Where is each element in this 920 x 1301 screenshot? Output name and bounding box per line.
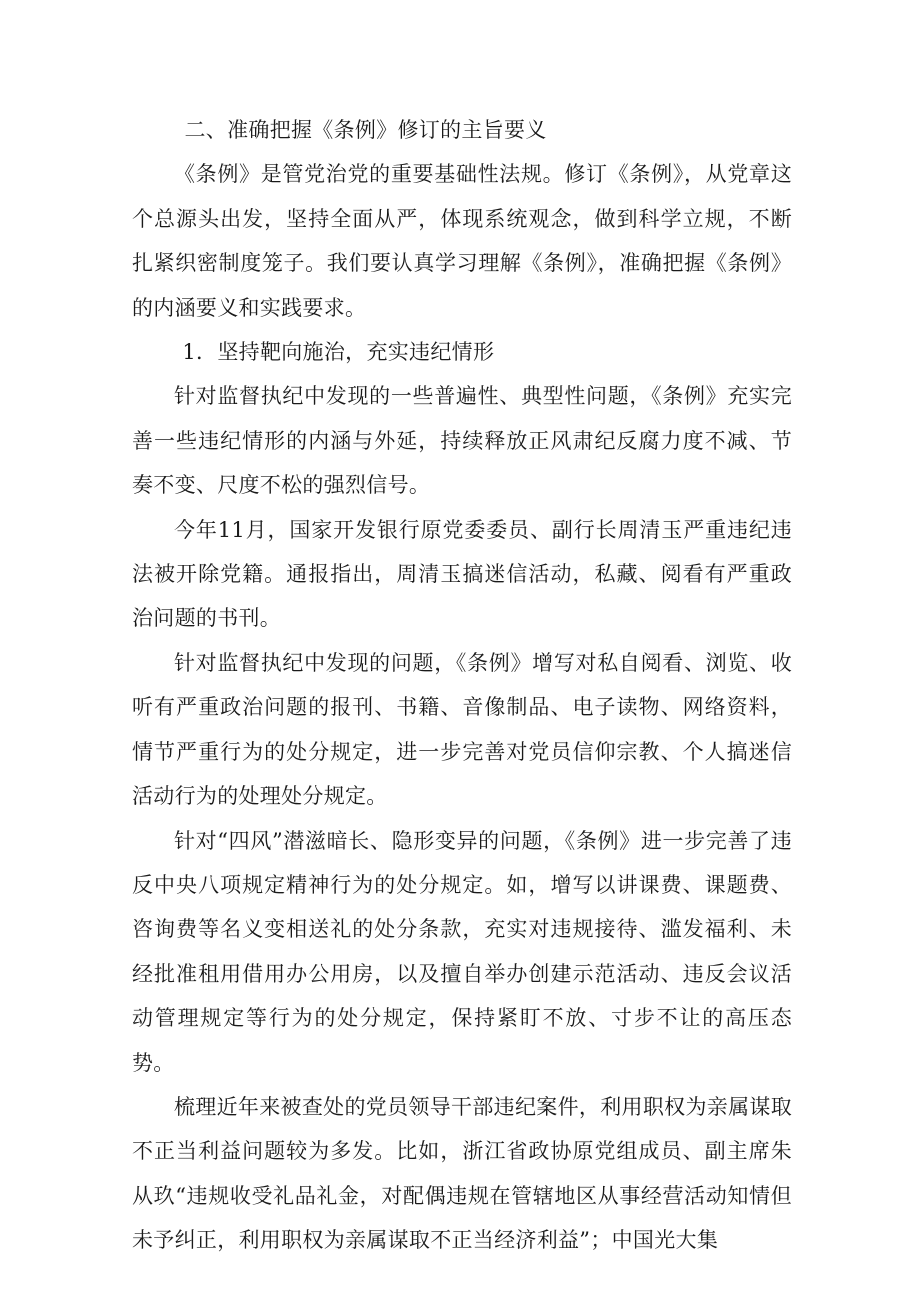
subsection-heading: 1．坚持靶向施治，充实违纪情形 (182, 340, 495, 365)
body-paragraph: 针对“四风”潜滋暗长、隐形变异的问题，《条例》进一步完善了违反中央八项规定精神行为的处分规定。如，增写以讲课费、课题费、咨询费等名义变相送礼的处分条款，充实对违规接待、滥发福利、未经批准租用借用办公用房，以及擅自举办创建示范活动、违反会议活动管理规定等行为的处分规定，保持紧盯不放、寸步不让的高压态势。 (132, 828, 792, 1075)
body-paragraph: 梳理近年来被查处的党员领导干部违纪案件，利用职权为亲属谋取不正当利益问题较为多发。比如，浙江省政协原党组成员、副主席朱从玖“违规收受礼品礼金，对配偶违规在管辖地区从事经营活动知情但未予纠正，利用职权为亲属谋取不正当经济利益”；中国光大集 (132, 1094, 792, 1253)
body-paragraph: 针对监督执纪中发现的问题，《条例》增写对私自阅看、浏览、收听有严重政治问题的报刊、书籍、音像制品、电子读物、网络资料，情节严重行为的处分规定，进一步完善对党员信仰宗教、个人搞迷信活动行为的处理处分规定。 (132, 650, 792, 809)
section-heading: 二、准确把握《条例》修订的主旨要义 (184, 118, 547, 142)
body-paragraph: 针对监督执纪中发现的一些普遍性、典型性问题，《条例》充实完善一些违纪情形的内涵与外延，持续释放正风肃纪反腐力度不减、节奏不变、尺度不松的强烈信号。 (132, 384, 792, 498)
document-body (132, 108, 792, 1263)
body-paragraph: 《条例》是管党治党的重要基础性法规。修订《条例》，从党章这个总源头出发，坚持全面从严，体现系统观念，做到科学立规，不断扎紧织密制度笼子。我们要认真学习理解《条例》，准确把握《条例》的内涵要义和实践要求。 (132, 162, 792, 320)
body-paragraph: 今年11月，国家开发银行原党委委员、副行长周清玉严重违纪违法被开除党籍。通报指出，周清玉搞迷信活动，私藏、阅看有严重政治问题的书刊。 (132, 517, 792, 631)
